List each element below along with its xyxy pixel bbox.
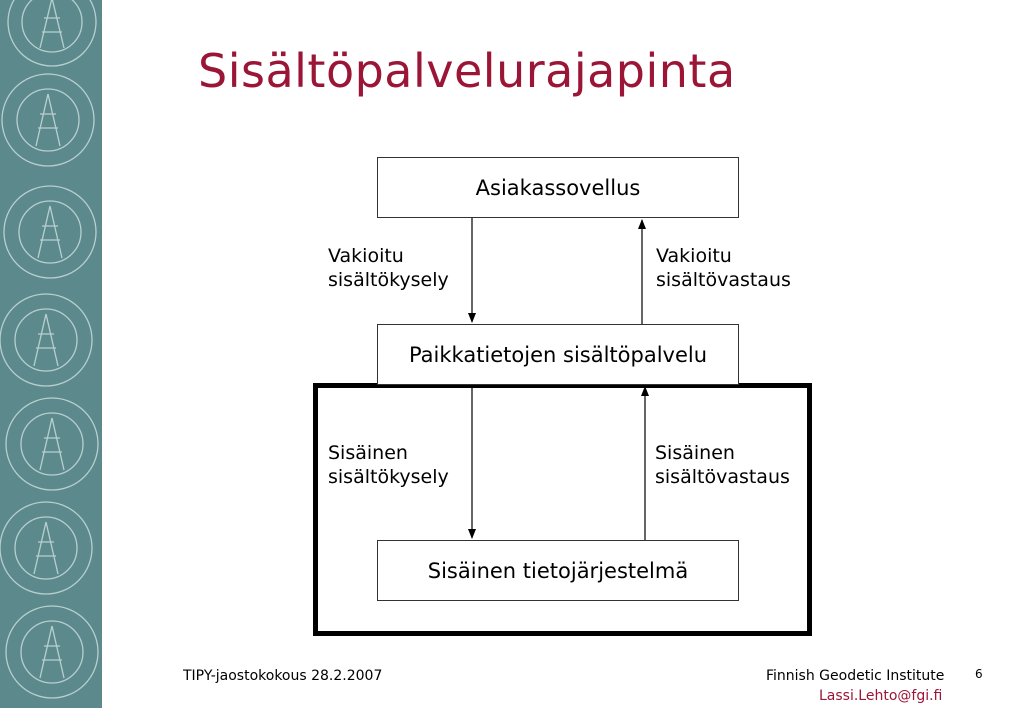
standard-response-line2: sisältövastaus xyxy=(656,269,791,291)
internal-boundary-frame xyxy=(313,383,812,636)
standard-query-line1: Vakioitu xyxy=(328,245,404,267)
standard-response-line1: Vakioitu xyxy=(656,245,732,267)
standard-query-label xyxy=(328,244,449,292)
internal-information-system-label: Sisäinen tietojärjestelmä xyxy=(427,558,689,583)
footer-organization: Finnish Geodetic Institute xyxy=(766,668,945,684)
internal-response-line1: Sisäinen xyxy=(655,442,735,464)
client-application-box xyxy=(377,157,739,218)
footer-meeting-info: TIPY-jaostokokous 28.2.2007 xyxy=(183,668,383,684)
slide-title: Sisältöpalvelurajapinta xyxy=(198,44,736,98)
standard-query-line2: sisältökysely xyxy=(328,269,449,291)
geodata-content-service-label: Paikkatietojen sisältöpalvelu xyxy=(408,342,708,367)
seal-pattern-graphic xyxy=(0,0,102,708)
geodata-content-service-box xyxy=(377,324,739,385)
client-application-label: Asiakassovellus xyxy=(475,175,641,200)
internal-response-line2: sisältövastaus xyxy=(655,466,790,488)
footer-email-link[interactable]: Lassi.Lehto@fgi.fi xyxy=(819,688,943,704)
page-number: 6 xyxy=(975,667,983,681)
internal-query-line2: sisältökysely xyxy=(328,466,449,488)
sidebar-watermark-panel xyxy=(0,0,102,708)
internal-query-line1: Sisäinen xyxy=(328,442,408,464)
standard-response-label xyxy=(656,244,791,292)
